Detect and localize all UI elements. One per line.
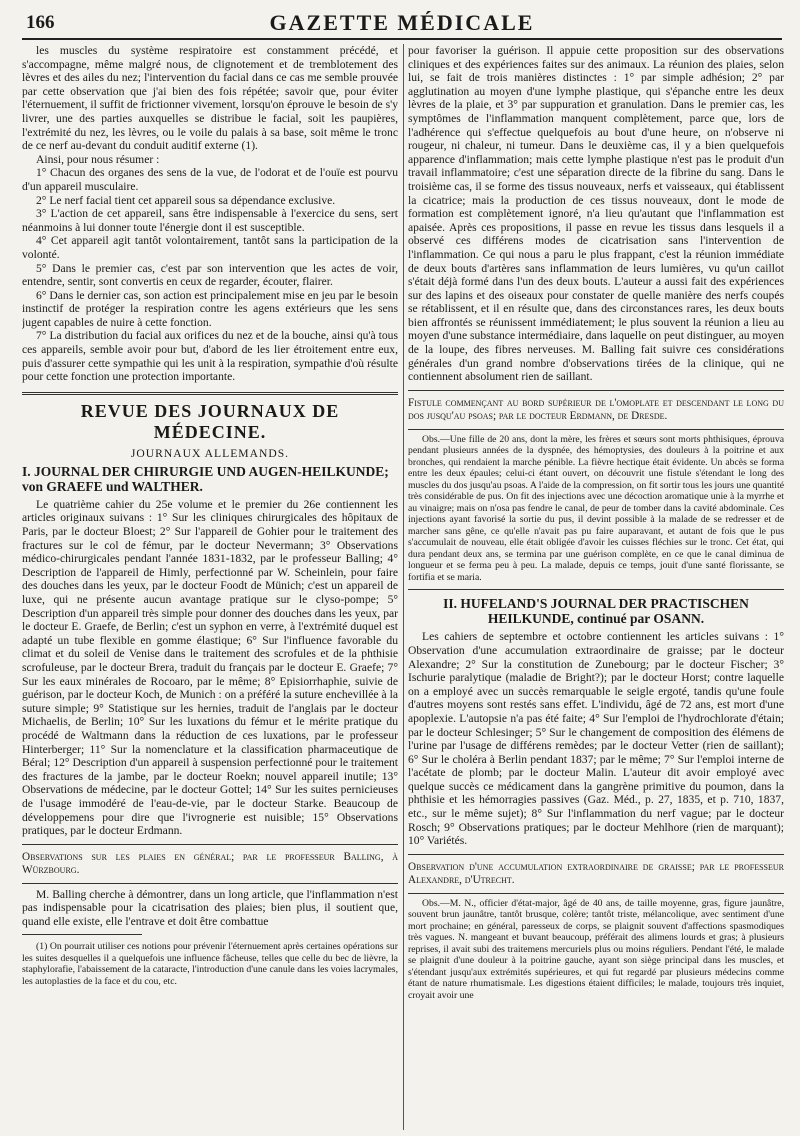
article-title: II. HUFELAND'S JOURNAL DER PRACTISCHEN HEILKUNDE, continué par OSANN. bbox=[443, 596, 749, 627]
summary-point: 7° La distribution du facial aux orifices du nez et de la bouche, ainsi qu'à tous ces appareils, semble avoir pour but, d'abord de les lier étroitement entre eux, puis d'assurer cette sympathie qui les unit à la respiration, sympathie d'où résulte pour cette fonction une protection importante. bbox=[22, 329, 398, 384]
footnote: (1) On pourrait utiliser ces notions pour prévenir l'éternuement après certaines opérations sur les suites desquelles il a quelquefois une influence fâcheuse, telles que celle du bec de lièvre, la staphylorafie, l'abaissement de la cataracte, l'introduction d'une canule dans les voies lacrymales, les autoplasties de la face et du cou, etc. bbox=[22, 941, 398, 987]
page-number: 166 bbox=[26, 12, 55, 33]
divider bbox=[22, 883, 398, 884]
columns bbox=[22, 44, 782, 1130]
divider bbox=[22, 844, 398, 845]
summary-point: 3° L'action de cet appareil, sans être indispensable à l'exercice du sens, sert néanmoins à lui donner toute l'énergie dont il est susceptible. bbox=[22, 207, 398, 234]
observation-text: Obs.—M. N., officier d'état-major, âgé de 40 ans, de taille moyenne, gras, figure jaunâtre, souvent brun jaunâtre, tantôt brusque, colère; tantôt triste, mélancolique, avec sentiment d'une mort prochaine; en général, paresseux de corps, se plaignit souvent d'affections spasmodiques très vagues. N. mangeant et buvant beaucoup, préférait des alimens lourds et gras; à plusieurs reprises, il avait subi des traitemens mercuriels plus ou moins réguliers. Pendant l'été, le malade se plaignit d'une douleur à la poitrine gauche, ayant son siège principal dans les muscles, et s'étendant jusqu'aux extrémités supérieures, et qui fut regardé par plusieurs médecins comme étant de nature rhumatismale. Les digestions étaient difficiles; le malade, toujours très inquiet, croyait avoir une bbox=[408, 897, 784, 1001]
subheading: Observation d'une accumulation extraordinaire de graisse; par le professeur Alexandre, d'Utrecht. bbox=[408, 860, 784, 886]
divider bbox=[408, 390, 784, 391]
article-title: I. JOURNAL DER CHIRURGIE UND AUGEN-HEILKUNDE; von GRAEFE und WALTHER. bbox=[22, 463, 389, 494]
column-rule bbox=[403, 44, 404, 1130]
summary-point: 1° Chacun des organes des sens de la vue, de l'odorat et de l'ouïe est pourvu d'un appareil musculaire. bbox=[22, 166, 398, 193]
left-column bbox=[22, 44, 398, 1130]
summary-point: 4° Cet appareil agit tantôt volontairement, tantôt sans la participation de la volonté. bbox=[22, 234, 398, 261]
section-title: REVUE DES JOURNAUX DE MÉDECINE. bbox=[80, 400, 340, 442]
divider bbox=[408, 854, 784, 855]
summary-intro: Ainsi, pour nous résumer : bbox=[36, 152, 160, 166]
paragraph: les muscles du système respiratoire est constamment précédé, et s'accompagne, même malgré nous, de clignotement et de tremblotement des lèvres et des ailes du nez; l'intervention du facial dans ce cas me semble prouvée par cette observation que j'ai bien des fois répétée; savoir que, pour éviter l'éternuement, il suffit de frictionner vivement, lorsqu'on éprouve le besoin de s'y livrer, une des parties auxquelles se distribue le facial, soit les paupières, l'extrémité du nez, les lèvres, ou le voile du palais à sa base, soit même le tronc de ce nerf au-devant du conduit auditif externe (1). bbox=[22, 44, 398, 153]
subheading: Observations sur les plaies en général; par le professeur Balling, à Würzbourg. bbox=[22, 850, 398, 876]
journal-title: GAZETTE MÉDICALE bbox=[269, 10, 535, 35]
footnote-rule bbox=[22, 934, 142, 935]
paragraph: pour favoriser la guérison. Il appuie cette proposition sur des observations cliniques et des expériences faites sur des animaux. La réunion des plaies, selon lui, se fait de trois manières distinctes : 1° par simple adhésion; 2° par agglutination au moyen d'une lymphe plastique, qui s'épanche entre les deux lèvres de la plaie, et 3° par suppuration et granulation. Dans le premier cas, les symptômes de l'inflammation manquent complètement, parce que, lors de l'adhérence qui s'effectue quelquefois au bout d'une heure, on n'observe ni rougeur, ni chaleur, ni tumeur. Dans le deuxième cas, il y a bien quelquefois apparence d'inflammation; mais cette lymphe plastique n'est pas le produit d'un travail inflammatoire; c'est une séparation directe de la fibrine du sang. Dans le troisième cas, il se forme des tissus nouveaux, nerfs et vaisseaux, qui établissent la cicatrice; mais la production de ces tissus nouveaux, dont le mode de formation est complètement ignoré, n'a lieu qu'autant que l'inflammation est apaisée. Après ces propositions, il passe en revue les tissus dans lesquels il a observé ces différens modes de cicatrisation sans l'intervention de l'inflammation. Ce qui nous a paru le plus frappant, c'est la réunion immédiate de deux bouts d'artères sans inflammation de leurs lumières, vu qu'un caillot s'était déjà formé dans l'un des deux bouts. L'auteur a aussi fait des expériences sur des lapins et des oiseaux pour constater de quelle manière des nerfs coupés se rétablissent, et il en résulte que, dans des circonstances rares, les deux bouts bien affrontés se réunissent immédiatement; le plus souvent la réunion a lieu au moyen d'une substance intermédiaire, dans laquelle on peut distinguer, au moyen de la loupe, des fibres nerveuses. M. Balling fait suivre ces considérations générales d'un grand nombre d'observations tirées de la clinique, qui ne contiennent absolument rien de saillant. bbox=[408, 44, 784, 384]
section-divider bbox=[22, 392, 398, 395]
observation-text: Obs.—Une fille de 20 ans, dont la mère, les frères et sœurs sont morts phthisiques, éprouva pendant plusieurs années de la dyspnée, des hémoptysies, des douleurs à la poitrine et aux bronches, qui rendaient la marche pénible. La fièvre hectique était évidente. Un abcès se forma entre les deux épaules; celui-ci étant ouvert, on découvrit une fistule s'étendant le long des muscles du dos jusqu'au psoas. A l'aide de la compression, on fit sortir tous les jours une quantité très considérable de pus. On fit des injections avec une décoction aromatique unie à la myrrhe et au vinaigre; mais on n'osa pas fendre le canal, de peur de tomber dans la cavité abdominale. Ces injections ayant favorisé la sortie du pus, il devint possible à la malade de se redresser et de marcher sans gêne, ce qu'elle n'avait pas pu faire auparavant, et autant de fois que le pus s'accumulait de nouveau, elle était obligée d'avoir les cuisses fléchies sur le tronc. Cet état, qui dura pendant deux ans, se termina par une guérison complète, en ce que le canal diminua de longueur et se ferma peu à peu. La malade, depuis ce temps, jouit d'une santé florissante, se fortifia et se maria. bbox=[408, 433, 784, 583]
divider bbox=[408, 589, 784, 590]
subheading: Fistule commençant au bord supérieur de l'omoplate et descendant le long du dos jusqu'au psoas; par le docteur Erdmann, de Dresde. bbox=[408, 396, 784, 422]
right-column bbox=[408, 44, 784, 1130]
section-subtitle: JOURNAUX ALLEMANDS. bbox=[130, 446, 290, 460]
page-header bbox=[22, 0, 782, 40]
summary-point: 5° Dans le premier cas, c'est par son intervention que les actes de voir, entendre, sentir, sont convertis en ceux de regarder, écouter, flairer. bbox=[22, 261, 398, 289]
article-body: Les cahiers de septembre et octobre contiennent les articles suivans : 1° Observation d'une accumulation extraordinaire de graisse; par le docteur Alexandre; 2° Sur la constitution de Zunebourg; par le docteur Fischer; 3° Ischurie paralytique (maladie de Bright?); par le docteur Horst; contre laquelle on a employé avec un succès remarquable le seigle ergoté, tandis qu'une foule d'autres moyens sont restés sans effet. L'individu, âgé de 72 ans, est mort d'une apoplexie. L'autopsie n'a pas été faite; 4° Sur l'emploi de l'hydrochlorate d'étain; par le docteur Schlesinger; 5° Sur le changement de composition des élémens de l'urine par l'usage de différens remèdes; par le docteur Vetter (rien de saillant); 6° Sur le choléra à Berlin pendant 1837; par le même; 7° Sur l'emploi interne de l'acétate de plomb; par le docteur Malin. L'auteur dit avoir employé avec quelque succès ce médicament dans la gangrène primitive du poumon, dans la phthisie et les hémorragies passives (Gaz. Méd., p. 27, 1835, et p. 710, 1837, etc., sur le même sujet); 8° Sur l'inflammation du nerf vague; par le docteur Rosch; 9° Observations pratiques; par le docteur Mehlhore (rien de marquant); 10° Variétés. bbox=[408, 630, 784, 848]
divider bbox=[408, 893, 784, 894]
summary-point: 2° Le nerf facial tient cet appareil sous sa dépendance exclusive. bbox=[36, 193, 336, 207]
summary-point: 6° Dans le dernier cas, son action est principalement mise en jeu par le besoin instinctif de protéger la respiration contre les agens extérieurs que les sens jugent capables de nuire à cette fonction. bbox=[22, 288, 398, 329]
article-body: M. Balling cherche à démontrer, dans un long article, que l'inflammation n'est pas indispensable pour la cicatrisation des plaies; bien plus, il soutient que, quand elle existe, elle l'entrave et doit être combattue bbox=[22, 887, 398, 928]
article-body: Le quatrième cahier du 25e volume et le premier du 26e contiennent les articles originaux suivans : 1° Sur les cliniques chirurgicales des hôpitaux de Paris, par le docteur Bloest; 2° Sur l'appareil de Gohier pour le traitement des fractures sur le col de fémur, par le docteur Nevermann; 3° Observations médico-chirurgicales pendant l'année 1831-1832, par le professeur Balling; 4° Description de l'appareil de Himly, perfectionné par W. Scheinlein, pour faire des douches dans les yeux, par le docteur Foodt de Münich; c'est un appareil de luxe, qui ne présente aucun avantage pratique sur le clyso-pompe; 5° Description d'un appareil très simple pour donner des douches dans les yeux, par le docteur E. Graefe, de Berlin; c'est un syphon en verre, à l'extrémité duquel est adapté un tube flexible en gomme élastique; 6° Sur l'influence favorable du climat et du soleil de Venise dans le traitement des scrofules et de la phthisie scrofuleuse, par le docteur Brera, traduit du français par le docteur E. Graefe; 7° Sur les eaux minérales de Rocoaro, par le même; 8° Episiorrhaphie, suivie de guérison, par le docteur Koch, de Munich : on a préféré la suture enchevillée à la suture simple; 9° Statistique sur les hernies, traduit de l'anglais par le docteur Michaelis, de Berlin; 10° Sur les luxations du fémur et le mérite pratique du procédé de Waltmann dans la réduction de ces luxations, par le professeur Hinterberger; 11° Sur la nomenclature et la classification pharmaceutique de Béral; 12° Description d'un appareil à suspension perfectionné pour le traitement des fractures de la jambe, par le docteur Roekn; nouvel appareil inutile; 13° Observations de médecine, par le docteur Gottel; 14° Sur les suites pernicieuses de l'usage immodéré de l'eau-de-vie, par le docteur Starke. Beaucoup de développemens pour dire que l'ivrognerie est nuisible; 15° Observations pratiques, par le docteur Erdmann. bbox=[22, 497, 398, 838]
divider bbox=[408, 429, 784, 430]
